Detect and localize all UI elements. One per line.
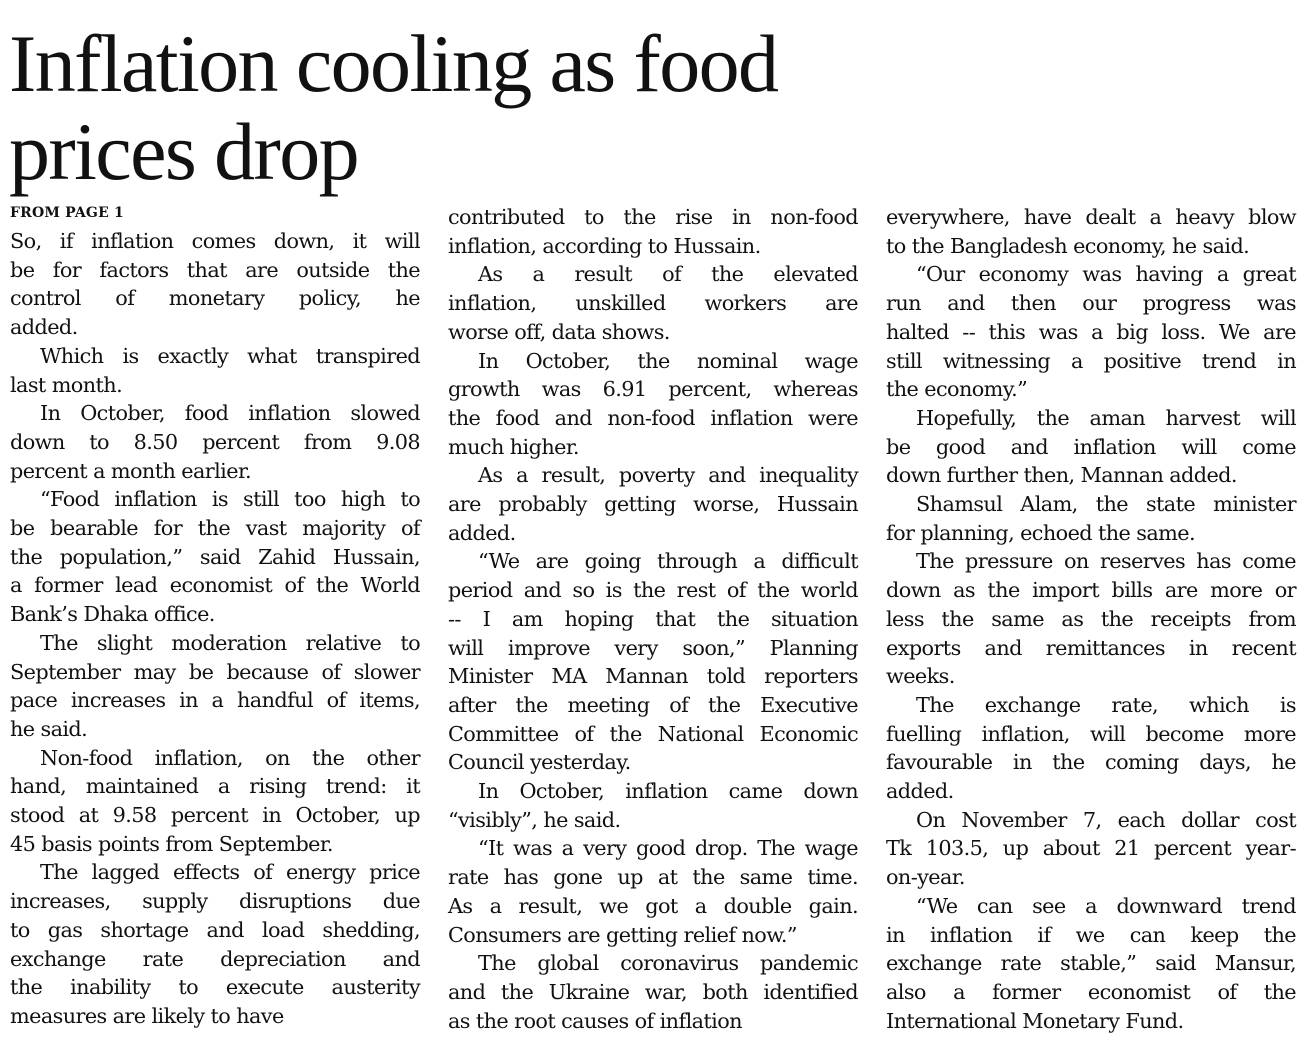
- paragraph-line: down as the import bills are more or: [886, 578, 1296, 603]
- paragraph-line: weeks.: [886, 664, 955, 689]
- paragraph-line: and the Ukraine war, both identified: [448, 979, 858, 1004]
- paragraph-line: in inflation if we can keep the: [886, 922, 1296, 947]
- paragraph-line: to the Bangladesh economy, he said.: [886, 233, 1250, 258]
- paragraph-line: worse off, data shows.: [448, 319, 670, 344]
- paragraph-line: still witnessing a positive trend in: [886, 348, 1296, 373]
- paragraph-line: exchange rate depreciation and: [10, 946, 420, 971]
- paragraph-line: In October, inflation came down: [478, 779, 858, 804]
- paragraph-line: pace increases in a handful of items,: [10, 688, 420, 713]
- paragraph-line: So, if inflation comes down, it will: [10, 229, 420, 253]
- paragraph-line: to gas shortage and load shedding,: [10, 917, 420, 942]
- paragraph-line: 45 basis points from September.: [10, 831, 333, 856]
- article-paragraph: [10, 485, 420, 629]
- paragraph-line: are probably getting worse, Hussain: [448, 492, 858, 517]
- paragraph-line: “Our economy was having a great: [916, 262, 1296, 287]
- paragraph-line: added.: [10, 315, 78, 340]
- paragraph-line: “We can see a downward trend: [916, 893, 1296, 918]
- paragraph-line: also a former economist of the: [886, 979, 1296, 1004]
- paragraph-line: as the root causes of inflation: [448, 1008, 742, 1033]
- paragraph-line: Which is exactly what transpired: [40, 343, 420, 368]
- paragraph-line: down to 8.50 percent from 9.08: [10, 429, 420, 454]
- article-column-3: [886, 203, 1296, 1035]
- headline-line-2: prices drop: [9, 106, 358, 197]
- article-paragraph: [10, 227, 420, 342]
- paragraph-line: As a result of the elevated: [478, 262, 858, 287]
- paragraph-line: growth was 6.91 percent, whereas: [448, 377, 858, 402]
- paragraph-line: The lagged effects of energy price: [40, 860, 420, 885]
- paragraph-line: less the same as the receipts from: [886, 606, 1296, 631]
- paragraph-line: -- I am hoping that the situation: [448, 606, 858, 631]
- paragraph-line: Tk 103.5, up about 21 percent year-: [886, 836, 1296, 861]
- article-paragraph: [448, 949, 858, 1035]
- article-paragraph: [10, 744, 420, 859]
- paragraph-line: measures are likely to have: [10, 1003, 284, 1028]
- article-paragraph: [886, 490, 1296, 547]
- paragraph-line: contributed to the rise in non-food: [448, 205, 858, 229]
- paragraph-line: Council yesterday.: [448, 750, 631, 775]
- paragraph-line: a former lead economist of the World: [10, 573, 420, 598]
- article-paragraph: [448, 260, 858, 346]
- article-paragraph: [448, 203, 858, 260]
- paragraph-line: inflation, according to Hussain.: [448, 233, 761, 258]
- paragraph-line: Minister MA Mannan told reporters: [448, 664, 858, 689]
- article-paragraph: [886, 892, 1296, 1036]
- paragraph-line: “We are going through a difficult: [478, 549, 858, 574]
- paragraph-line: control of monetary policy, he: [10, 286, 420, 311]
- paragraph-line: In October, food inflation slowed: [40, 401, 420, 426]
- paragraph-line: much higher.: [448, 434, 579, 459]
- paragraph-line: In October, the nominal wage: [478, 348, 858, 373]
- paragraph-line: Hopefully, the aman harvest will: [916, 405, 1296, 430]
- continuation-kicker: FROM PAGE 1: [10, 205, 124, 221]
- paragraph-line: the economy.”: [886, 377, 1028, 402]
- paragraph-line: stood at 9.58 percent in October, up: [10, 803, 420, 828]
- paragraph-line: halted -- this was a big loss. We are: [886, 319, 1296, 344]
- article-paragraph: [886, 806, 1296, 892]
- article-paragraph: [448, 461, 858, 547]
- paragraph-line: increases, supply disruptions due: [10, 889, 420, 914]
- paragraph-line: after the meeting of the Executive: [448, 692, 858, 717]
- paragraph-line: The global coronavirus pandemic: [478, 951, 858, 976]
- paragraph-line: On November 7, each dollar cost: [916, 807, 1296, 832]
- paragraph-line: Bank’s Dhaka office.: [10, 602, 215, 627]
- paragraph-line: The pressure on reserves has come: [916, 549, 1296, 574]
- paragraph-line: rate has gone up at the same time.: [448, 865, 858, 890]
- article-paragraph: [886, 404, 1296, 490]
- paragraph-line: everywhere, have dealt a heavy blow: [886, 205, 1296, 229]
- paragraph-line: The slight moderation relative to: [40, 630, 420, 655]
- paragraph-line: inflation, unskilled workers are: [448, 291, 858, 316]
- paragraph-line: “It was a very good drop. The wage: [478, 836, 858, 861]
- paragraph-line: the population,” said Zahid Hussain,: [10, 544, 420, 569]
- article-paragraph: [10, 629, 420, 744]
- paragraph-line: Shamsul Alam, the state minister: [916, 492, 1296, 517]
- paragraph-line: will improve very soon,” Planning: [448, 635, 858, 660]
- paragraph-line: “visibly”, he said.: [448, 807, 621, 832]
- paragraph-line: As a result, poverty and inequality: [478, 463, 858, 488]
- paragraph-line: fuelling inflation, will become more: [886, 721, 1296, 746]
- paragraph-line: Committee of the National Economic: [448, 721, 858, 746]
- article-paragraph: [10, 858, 420, 1030]
- headline-line-1: Inflation cooling as food: [9, 18, 778, 109]
- paragraph-line: be good and inflation will come: [886, 434, 1296, 459]
- paragraph-line: be for factors that are outside the: [10, 257, 420, 282]
- paragraph-line: run and then our progress was: [886, 291, 1296, 316]
- paragraph-line: percent a month earlier.: [10, 458, 252, 483]
- paragraph-line: The exchange rate, which is: [916, 692, 1296, 717]
- article-paragraph: [10, 342, 420, 399]
- paragraph-line: he said.: [10, 716, 88, 741]
- paragraph-line: As a result, we got a double gain.: [448, 893, 858, 918]
- article-paragraph: [886, 691, 1296, 806]
- headline: [9, 20, 1009, 196]
- article-column-2: [448, 203, 858, 1035]
- article-paragraph: [886, 547, 1296, 691]
- article-paragraph: [448, 777, 858, 834]
- paragraph-line: favourable in the coming days, he: [886, 750, 1296, 775]
- paragraph-line: on-year.: [886, 865, 965, 890]
- paragraph-line: Non-food inflation, on the other: [40, 745, 420, 770]
- paragraph-line: down further then, Mannan added.: [886, 463, 1237, 488]
- paragraph-line: added.: [886, 779, 954, 804]
- article-paragraph: [448, 547, 858, 777]
- paragraph-line: last month.: [10, 372, 123, 397]
- paragraph-line: the inability to execute austerity: [10, 975, 420, 1000]
- paragraph-line: International Monetary Fund.: [886, 1008, 1184, 1033]
- paragraph-line: for planning, echoed the same.: [886, 520, 1195, 545]
- paragraph-line: added.: [448, 520, 516, 545]
- paragraph-line: the food and non-food inflation were: [448, 405, 858, 430]
- article-paragraph: [886, 203, 1296, 260]
- article-paragraph: [886, 260, 1296, 404]
- paragraph-line: hand, maintained a rising trend: it: [10, 774, 420, 799]
- paragraph-line: period and so is the rest of the world: [448, 578, 858, 603]
- paragraph-line: September may be because of slower: [10, 659, 420, 684]
- paragraph-line: “Food inflation is still too high to: [40, 487, 420, 512]
- paragraph-line: exchange rate stable,” said Mansur,: [886, 951, 1296, 976]
- paragraph-line: be bearable for the vast majority of: [10, 516, 420, 541]
- paragraph-line: exports and remittances in recent: [886, 635, 1296, 660]
- article-paragraph: [448, 834, 858, 949]
- article-paragraph: [10, 399, 420, 485]
- article-paragraph: [448, 347, 858, 462]
- paragraph-line: Consumers are getting relief now.”: [448, 922, 797, 947]
- article-column-1: [10, 227, 420, 1031]
